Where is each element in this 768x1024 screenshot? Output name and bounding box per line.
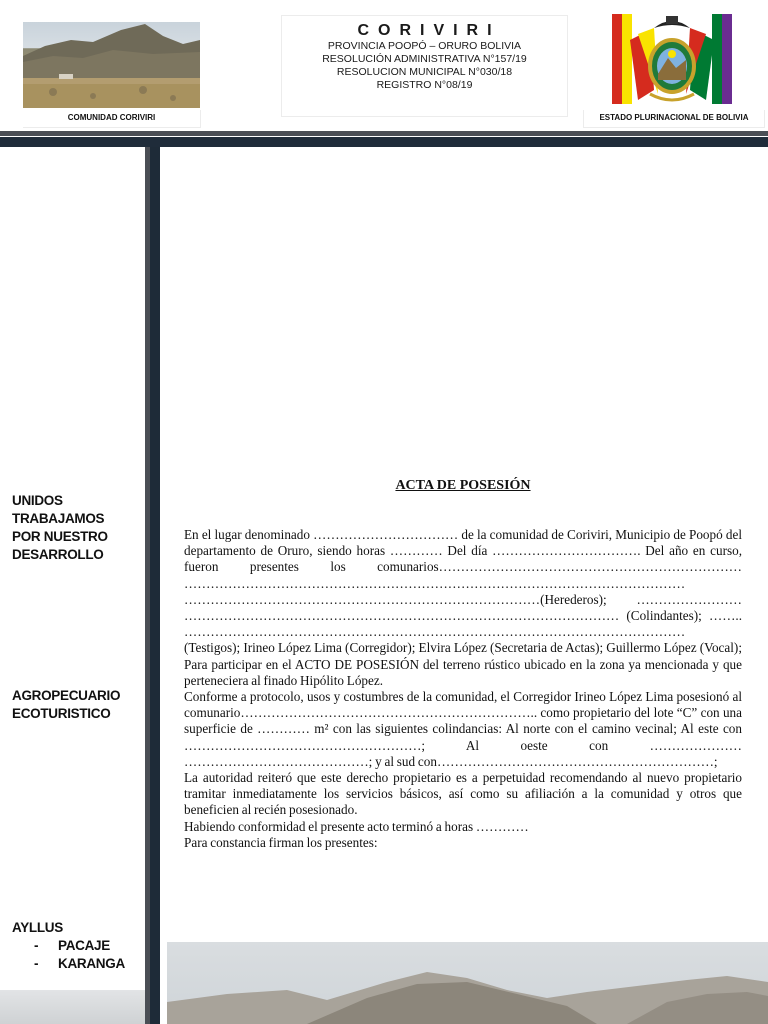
document-paragraph: Para constancia firman los presentes: bbox=[184, 834, 378, 850]
community-title: CORIVIRI bbox=[357, 22, 501, 39]
motto-block bbox=[12, 492, 108, 564]
motto-line: POR NUESTRO bbox=[12, 529, 108, 544]
footer-landscape-photo bbox=[167, 942, 768, 1024]
document-paragraph: Habiendo conformidad el presente acto terminó a horas ………… bbox=[184, 818, 529, 834]
sector-block bbox=[12, 687, 120, 723]
bolivia-coat-of-arms-icon bbox=[610, 10, 734, 108]
header-line: REGISTRO N°08/19 bbox=[376, 79, 473, 91]
sector-line: ECOTURISTICO bbox=[12, 706, 111, 721]
document-paragraph: Conforme a protocolo, usos y costumbres de la comunidad, el Corregidor Irineo López Lima posesionó al comunario………………………………………………………….. como propietario del lote “C” con una superficie de ………… m² con las siguientes colindancias: Al norte con el camino vecinal; Al este con ………………………………………………; Al oeste con ………………… ……………………………………; y al sud con………………………………………………………; bbox=[184, 689, 742, 769]
header-line: PROVINCIA POOPÓ – ORURO BOLIVIA bbox=[327, 40, 522, 52]
header-line: RESOLUCION MUNICIPAL N°030/18 bbox=[336, 66, 513, 78]
ayllu-item: - PACAJE bbox=[12, 937, 125, 955]
footer-landscape-left bbox=[0, 990, 145, 1024]
state-caption: ESTADO PLURINACIONAL DE BOLIVIA bbox=[583, 110, 765, 128]
motto-line: DESARROLLO bbox=[12, 547, 104, 562]
header-line: RESOLUCIÓN ADMINISTRATIVA N°157/19 bbox=[322, 53, 527, 65]
header-band-dark bbox=[0, 137, 768, 147]
ayllus-heading: AYLLUS bbox=[12, 920, 63, 935]
motto-line: UNIDOS bbox=[12, 493, 63, 508]
document-paragraph: La autoridad reiteró que este derecho propietario es a perpetuidad recomendando al nuevo propietario tramitar inmediatamente los servicios básicos, así como su afiliación a la comunidad y otros que beneficien al recién posesionado. bbox=[184, 770, 742, 818]
ayllus-block bbox=[12, 919, 125, 973]
motto-line: TRABAJAMOS bbox=[12, 511, 105, 526]
ayllu-item: - KARANGA bbox=[12, 955, 125, 973]
community-photo bbox=[23, 22, 200, 108]
document-title: ACTA DE POSESIÓN bbox=[395, 478, 531, 493]
document-paragraph: En el lugar denominado …………………………… de la comunidad de Coriviri, Municipio de Poopó del departamento de Oruro, siendo horas ………… Del día ……………………………. Del año en curso, fueron presentes los comunarios…………………………………………………………… …………………………………………………………………………………………………… ………………………………………………………………………(Herederos); …………………… ……………………………………………………………………………………… (Colindantes); …….. …………………………………………………………………………………………………… (Testigos); Irineo López Lima (Corregidor); Elvira López (Secretaria de Actas); Guillermo López (Vocal); Para participar en el ACTO DE POSESIÓN del terreno rústico ubicado en la zona ya mencionada y que perteneciera al finado Hipólito López. bbox=[184, 527, 742, 688]
sector-line: AGROPECUARIO bbox=[12, 688, 121, 703]
header-band-gray bbox=[0, 131, 768, 136]
sidebar-divider-dark bbox=[150, 147, 160, 1024]
document-body bbox=[184, 527, 742, 851]
header-title-box bbox=[281, 15, 568, 117]
community-caption: COMUNIDAD CORIVIRI bbox=[23, 110, 201, 128]
